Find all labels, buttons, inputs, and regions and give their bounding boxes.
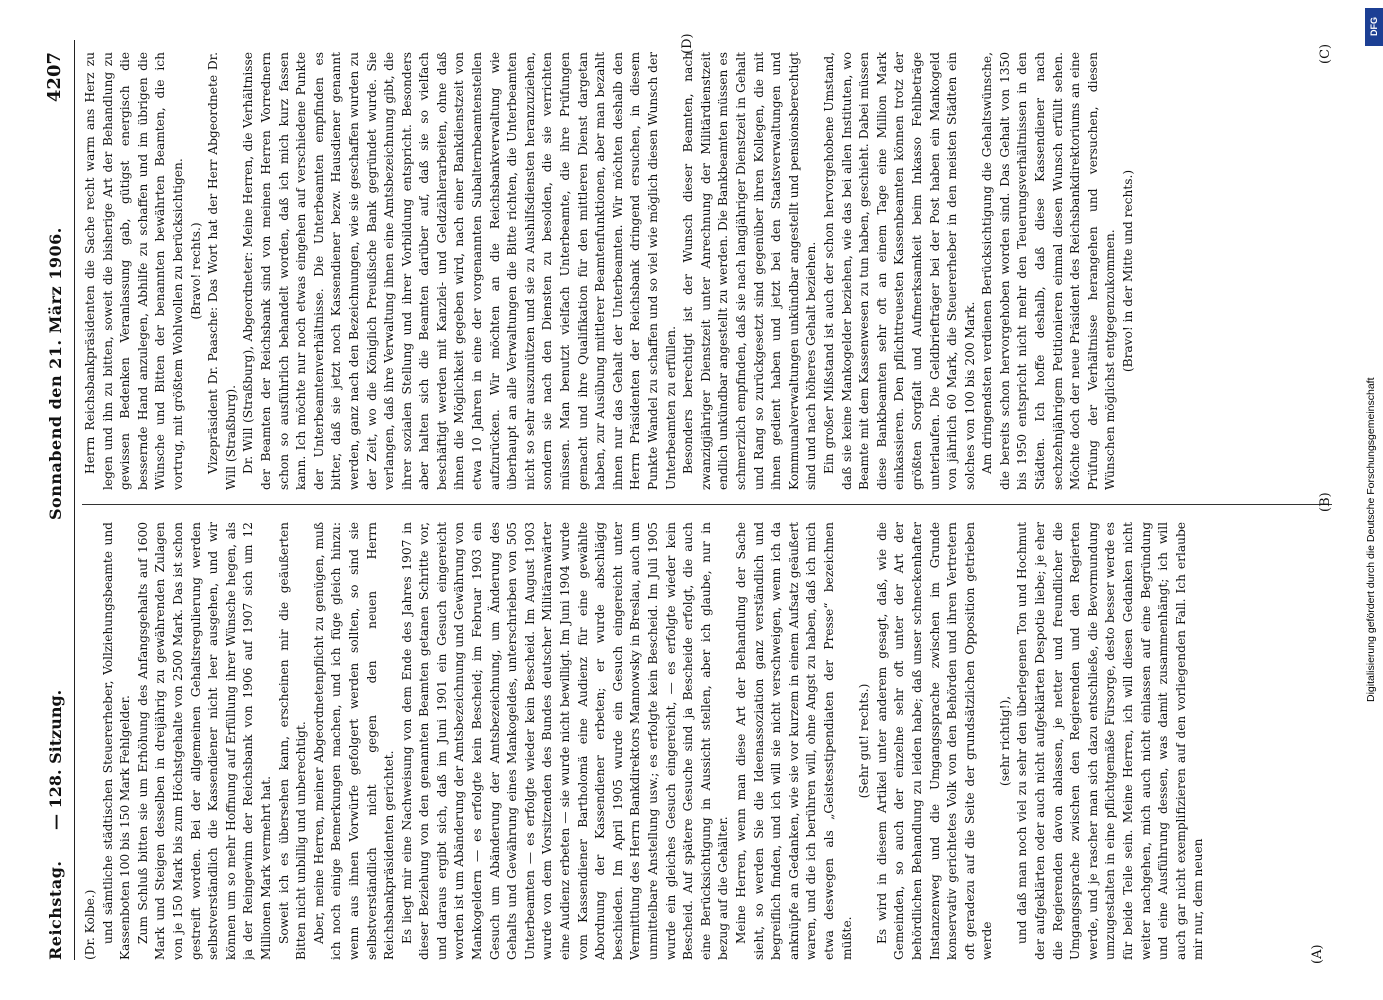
column-divider bbox=[82, 504, 1332, 505]
paragraph: Dr. Will (Straßburg), Abgeordneter: Meine Herren, die Verhältnisse der Beamten der Reichsbank sind von meinen Herren Vorrednern schon so ausführlich behandelt worden, daß ich mich kurz fassen kann. Ich möchte nur noch etwas eingehen auf verschiedene Punkte der Unterbeamtenverhältnisse. Die Unterbeamten empfinden es bitter, daß sie jetzt noch Kassendiener bezw. Hausdiener genannt werden, ganz nach den Bezeichnungen, wie sie geschaffen wurden zu der Zeit, wo die Königlich Preußische Bank gegründet wurde. Sie verlangen, daß ihre Verwaltung ihnen eine Amtsbezeichnung gibt, die ihrer sozialen Stellung und ihrer Vorbildung entspricht. Besonders aber halten sich die Beamten darüber auf, daß sie so vielfach beschäftigt werden mit Kanzlei- und Geldzählerarbeiten, ohne daß ihnen die Möglichkeit gegeben wird, nach einer Bankdienstzeit von etwa 10 Jahren in eine der vorgenannten Subalternbeamtenstellen aufzurücken. Wir möchten an die Reichsbankverwaltung wie überhaupt an alle Verwaltungen die Bitte richten, die Unterbeamten nicht so sehr auszunützen und sie zu Aushilfsdiensten heranzuziehen, sondern sie nach den Diensten zu besolden, die sie verrichten müssen. Man benutzt vielfach Unterbeamte, die ihre Prüfungen gemacht und ihre Qualifikation für den mittleren Dienst dargetan haben, zur Ausübung mittlerer Beamtenfunktionen, aber man bezahlt ihnen nur das Gehalt der Unterbeamten. Wir möchten deshalb den Herrn Präsidenten der Reichsbank dringend ersuchen, in diesem Punkte Wandel zu schaffen und so viel wie möglich diesen Wunsch der Unterbeamten zu erfüllen. bbox=[241, 52, 678, 490]
right-column bbox=[82, 52, 1332, 490]
margin-mark-a: (A) bbox=[1310, 944, 1325, 964]
paragraph: (Sehr gut! rechts.) bbox=[857, 683, 872, 799]
paragraph: Meine Herren, wenn man diese Art der Behandlung der Sache sieht, so werden Sie die Ideenassoziation ganz verständlich und begreiflich finden, und ich will sie nicht verschweigen, wenn ich da anknüpfe an Gedanken, wie sie vor kurzem in einem Aufsatz geäußert waren, und die ich berühren will, ohne Angst zu haben, daß ich mich etwa deswegen als „Geistesstipendiaten der Presse“ bezeichnen müßte. bbox=[733, 522, 854, 960]
margin-mark-c: (C) bbox=[1318, 43, 1333, 64]
paragraph: Ein großer Mißstand ist auch der schon hervorgehobene Umstand, daß sie keine Mankogelder beziehen, wie das bei allen Instituten, wo Beamte mit dem Kassenwesen zu tun haben, geschieht. Dabei müssen diese Bankbeamten sehr oft an einem Tage eine Million Mark einkassieren. Den pflichttreuesten Kassenbeamten können trotz der größten Sorgfalt und Aufmerksamkeit beim Inkasso Fehlbeträge unterlaufen. Die Geldbriefträger bei der Post haben ein Mankogeld von jährlich 60 Mark, die Steuererheber in den meisten Städten ein solches von 100 bis 200 Mark. bbox=[821, 52, 977, 490]
paragraph: Es liegt mir eine Nachweisung von dem Ende des Jahres 1907 in dieser Beziehung von den genannten Beamten getanen Schritte vor, und daraus ergibt sich, daß im Juni 1901 ein Gesuch eingereicht worden ist um Abänderung der Amtsbezeichnung und Gewährung von Mankogeldern — es erfolgte kein Bescheid; im Februar 1903 ein Gesuch um Abänderung der Amtsbezeichnung, um Änderung des Gehalts und Gewährung eines Mankogeldes, unterschrieben von 505 Unterbeamten — es erfolgte wieder kein Bescheid. Im August 1903 wurde von dem Vorsitzenden des Bundes deutscher Militäranwärter eine Audienz erbeten — sie wurde nicht bewilligt. Im Juni 1904 wurde vom Kassendiener Bartholomä eine Audienz für eine gewählte Abordnung der Kassendiener erbeten; er wurde abschlägig beschieden. Im April 1905 wurde ein Gesuch eingereicht unter Vermittlung des Herrn Bankdirektors Mannowsky in Breslau, auch um unmittelbare Anstellung usw.; es erfolgte kein Bescheid. Im Juli 1905 wurde ein gleiches Gesuch eingereicht, — es erfolgte wieder kein Bescheid. Auf spätere Gesuche sind ja Bescheide erfolgt, die auch eine Berücksichtigung in Aussicht stellen, aber ich glaube, nur in bezug auf die Gehälter. bbox=[399, 522, 731, 960]
header-rule bbox=[74, 40, 75, 960]
header-publication: Reichstag. bbox=[46, 860, 65, 960]
paragraph: (Bravo! in der Mitte und rechts.) bbox=[1121, 169, 1136, 373]
paragraph: Herrn Reichsbankpräsidenten die Sache recht warm ans Herz zu legen und ihn zu bitten, soweit die bisherige Art der Behandlung zu gewissen Bedenken Veranlassung gab, gütigst energisch die bessernde Hand anzulegen, Abhilfe zu schaffen und im übrigen die Wünsche und Bitten der benannten bewährten Beamten, die ich vortrug, mit größtem Wohlwollen zu berücksichtigen. bbox=[83, 52, 185, 490]
paragraph: (Dr. Kolbe.) bbox=[83, 889, 97, 960]
digitization-note: Digitalisierung gefördert durch die Deutsche Forschungsgemeinschaft bbox=[1365, 377, 1377, 703]
dfg-logo: DFG bbox=[1365, 8, 1383, 46]
paragraph: Soweit ich es übersehen kann, erscheinen mir die geäußerten Bitten nicht unbillig und unberechtigt. bbox=[276, 522, 309, 960]
paragraph: Aber, meine Herren, meiner Abgeordnetenpflicht zu genügen, muß ich noch einige Bemerkungen machen, und ich füge gleich hinzu: wenn aus ihnen Vorwürfe gefolgert werden sollten, so sind sie selbstverständlich nicht gegen den neuen Herrn Reichsbankpräsidenten gerichtet. bbox=[311, 522, 397, 960]
paragraph: Es wird in diesem Artikel unter anderem gesagt, daß, wie die Gemeinden, so auch der einzelne sehr oft unter der Art der behördlichen Behandlung zu leiden habe; daß unser schneckenhafter Instanzenweg und die Umgangssprache zwischen im Grunde konservativ gerichtetes Volk von den Behörden und ihren Vertretern oft geradezu auf die Seite der grundsätzlichen Opposition getrieben werde bbox=[874, 522, 995, 960]
paragraph: (Bravo! rechts.) bbox=[188, 222, 203, 320]
paragraph: Am dringendsten verdienen Berücksichtigung die Gehaltswünsche, die bereits schon hervorgehoben worden sind. Das Gehalt von 1350 bis 1950 entspricht nicht mehr den Teuerungsverhältnissen in den Städten. Ich hoffe deshalb, daß diese Kassendiener nach sechzehnjährigem Petitionieren einmal diesen Wunsch erfüllt sehen. Möchte doch der neue Präsident des Reichsbankdirektoriums an eine Prüfung der Verhältnisse herangehen und versuchen, diesen Wünschen möglichst entgegenzukommen. bbox=[980, 52, 1118, 490]
paragraph: Besonders berechtigt ist der Wunsch dieser Beamten, nach zwanzigjähriger Dienstzeit unter Anrechnung der Militärdienstzeit endlich unkündbar angestellt zu werden. Die Bankbeamten müssen es schmerzlich empfinden, daß sie nach langjähriger Dienstzeit in Gehalt und Rang so zurückgesetzt sind gegenüber ihren Kollegen, die mit ihnen gedient haben und jetzt bei den Staatsverwaltungen und Kommunalverwaltungen unkündbar angestellt und pensionsberechtigt sind und nach höheres Gehalt beziehen. bbox=[681, 52, 819, 490]
paragraph: Vizepräsident Dr. Paasche: Das Wort hat der Herr Abgeordnete Dr. Will (Straßburg). bbox=[206, 52, 238, 490]
paragraph: Zum Schluß bitten sie um Erhöhung des Anfangsgehalts auf 1600 Mark und Steigen desselben in dreijährig zu gewährenden Zulagen von je 150 Mark bis zum Höchstgehalte von 2500 Mark. Das ist schon gestreift worden. Bei der allgemeinen Gehaltsregulierung werden selbstverständlich die Kassendiener nicht leer ausgehen, und wir können um so mehr Hoffnung auf Erfüllung ihrer Wünsche hegen, als ja der Reingewinn der Reichsbank von 1906 auf 1907 sich um 12 Millionen Mark vermehrt hat. bbox=[135, 522, 273, 960]
header-session: — 128. Sitzung. bbox=[46, 689, 65, 830]
margin-mark-b: (B) bbox=[1318, 492, 1333, 512]
paragraph: und daß man noch viel zu sehr den überlegenen Ton und Hochmut der aufgeklärten oder auch nicht aufgeklärten Despotie liebe; je eher die Regierenden davon ablassen, je netter und freundlicher die Umgangssprache zwischen den Regierenden und den Regierten werde, und je rascher man sich dazu entschließe, die Bevormundung umzugestalten in eine pflichtgemäße Fürsorge, desto besser werde es für beide Teile sein. Meine Herren, ich will diesen Gedanken nicht weiter nachgehen, mich auch nicht einlassen auf eine Begründung und eine Ausführung dessen, was damit zusammenhängt; ich will auch gar nicht exemplifizieren auf den vorliegenden Fall. Ich erlaube mir nur, dem neuen bbox=[1015, 522, 1206, 960]
page-header bbox=[40, 40, 74, 960]
rotated-text-page bbox=[40, 33, 1340, 964]
paragraph: (sehr richtig!), bbox=[997, 695, 1012, 787]
header-date: Sonnabend den 21. März 1906. bbox=[46, 227, 65, 520]
margin-mark-d: (D) bbox=[680, 33, 695, 54]
left-column bbox=[82, 522, 1332, 960]
header-page-number: 4207 bbox=[44, 52, 65, 103]
paragraph: und sämtliche städtischen Steuererheber, Vollziehungsbeamte und Kassenboten 100 bis 150 Mark Fehlgelder. bbox=[100, 522, 133, 960]
